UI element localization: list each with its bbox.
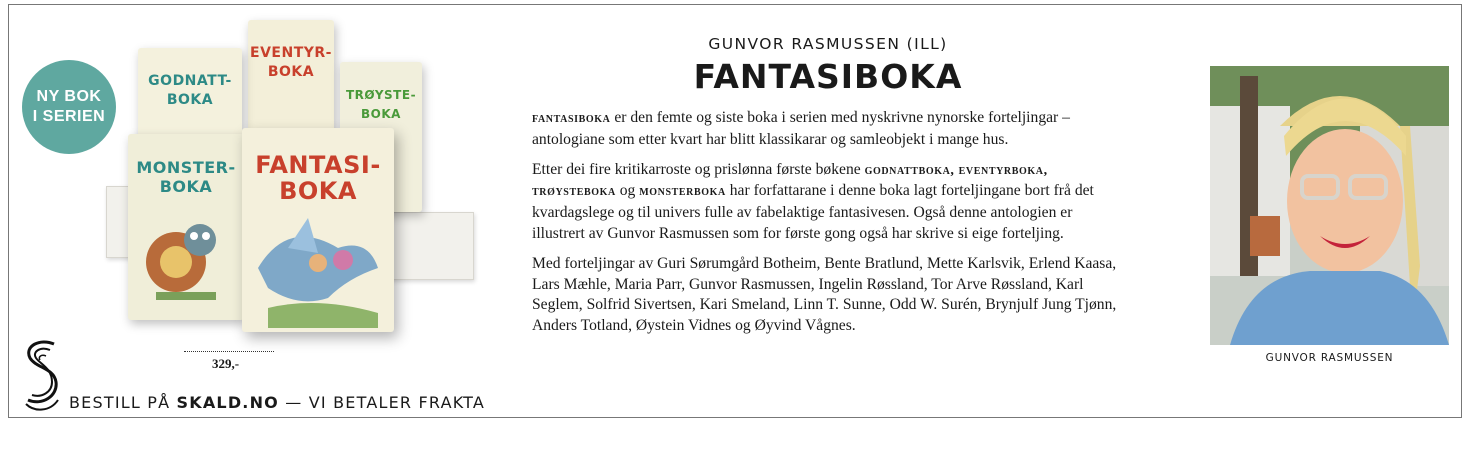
price-divider bbox=[184, 351, 274, 352]
book-title-troysteboka: TRØYSTE- BOKA bbox=[345, 88, 417, 121]
badge-line-1: NY BOK bbox=[36, 88, 102, 105]
paragraph-series-t1: Etter dei fire kritikarroste og prislønna første bøkene bbox=[532, 160, 865, 178]
description-text bbox=[532, 108, 1122, 346]
paragraph-series bbox=[532, 160, 1122, 245]
book-cover-monsterboka bbox=[128, 134, 244, 320]
sc-fantasiboka: fantasiboka bbox=[532, 111, 611, 126]
author-photo bbox=[1210, 66, 1449, 345]
book-stack-right bbox=[386, 212, 474, 280]
order-prefix: BESTILL PÅ bbox=[69, 393, 177, 412]
paragraph-series-t2: og bbox=[615, 182, 640, 200]
badge-line-2: I SERIEN bbox=[32, 108, 106, 125]
book-title-eventyrboka: EVENTYR- BOKA bbox=[250, 45, 332, 80]
author-line: GUNVOR RASMUSSEN (ILL) bbox=[708, 35, 948, 53]
book-covers-illustration bbox=[100, 16, 480, 346]
sc-series-titles: godnattboka, eventyrboka, trøysteboka bbox=[532, 162, 1048, 200]
order-site-link[interactable]: SKALD.NO bbox=[176, 393, 279, 412]
book-title: FANTASIBOKA bbox=[693, 57, 963, 96]
author-portrait-image bbox=[1210, 66, 1449, 345]
book-title-godnattboka: GODNATT- BOKA bbox=[148, 73, 232, 108]
monster-illustration bbox=[136, 200, 236, 310]
sc-monsterboka: monsterboka bbox=[639, 184, 726, 200]
dragon-illustration bbox=[248, 208, 388, 328]
paragraph-intro-text: er den femte og siste boka i serien med nyskrivne nynorske forteljingar – antologiane som etter kvart har blitt klassikarar og samleobjekt i mange hus. bbox=[532, 109, 1070, 148]
price: 329,- bbox=[212, 356, 240, 371]
new-book-badge bbox=[22, 60, 116, 154]
book-cover-fantasiboka bbox=[242, 128, 394, 332]
order-suffix: — VI BETALER FRAKTA bbox=[278, 393, 486, 412]
paragraph-contributors: Med forteljingar av Guri Sørumgård Botheim, Bente Bratlund, Mette Karlsvik, Erlend Kaasa, Lars Mæhle, Maria Parr, Gunvor Rasmussen, Ingelin Røssland, Tor Arve Røssland, Karl Seglem, Solfrid Sivertsen, Kari Smeland, Linn T. Sunne, Odd W. Surén, Brynjulf Jung Tjønn, Anders Totland, Øystein Vidnes og Øyvind Vågnes. bbox=[532, 254, 1117, 335]
paragraph-series-t3: har forfattarane i denne boka lagt forteljingane bort frå det kvardagslege og til univers fulle av fabelaktige fantasivesen. Også denne antologien er illustrert av Gunvor Rasmussen som for første gong også har skrive si eige forteljing. bbox=[532, 182, 1094, 242]
photo-caption: GUNVOR RASMUSSEN bbox=[1265, 352, 1394, 364]
skald-logo-icon bbox=[20, 338, 64, 414]
paragraph-intro bbox=[532, 108, 1122, 151]
book-title-fantasiboka: FANTASI- BOKA bbox=[255, 151, 381, 205]
order-line bbox=[69, 393, 485, 412]
book-cover-eventyrboka bbox=[248, 20, 334, 140]
book-title-monsterboka: MONSTER- BOKA bbox=[136, 158, 236, 196]
